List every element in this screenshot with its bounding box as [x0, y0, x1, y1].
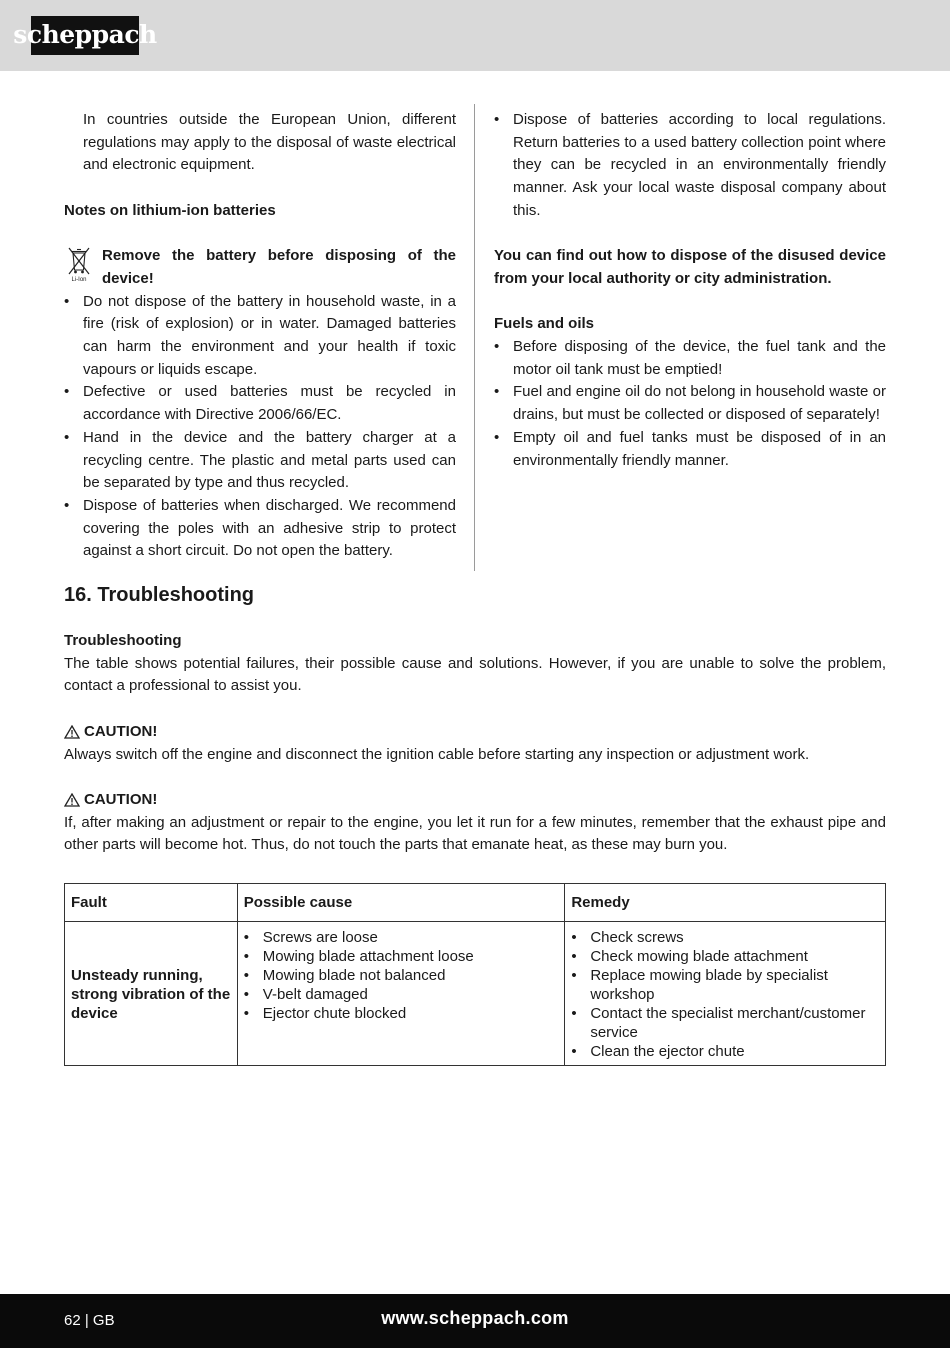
section-title: 16. Troubleshooting: [64, 584, 255, 606]
li-ion-label: Li-Ion: [71, 277, 87, 284]
list-item: • Dispose of batteries according to local regulations. Return batteries to a used battery collection point where they can be recycled in an environmentally friendly manner. Ask your local waste disposal company about this.: [494, 111, 886, 219]
header-band: [0, 0, 950, 71]
authority-note: You can find out how to dispose of the disused device from your local authority or city administration.: [494, 247, 886, 287]
battery-regulation-list: [494, 109, 886, 223]
left-column: [64, 109, 456, 563]
list-item: • Before disposing of the device, the fuel tank and the motor oil tank must be emptied!: [494, 338, 886, 378]
crossed-bin-icon: [64, 245, 94, 283]
header-cause: Possible cause: [237, 884, 565, 922]
troubleshooting-table: [64, 883, 886, 1066]
fuels-heading: Fuels and oils: [494, 315, 595, 333]
list-item: • Check mowing blade attachment: [571, 948, 808, 965]
battery-bullet-list: [64, 291, 456, 563]
list-item: • Empty oil and fuel tanks must be disposed of in an environmentally friendly manner.: [494, 428, 886, 469]
list-item: • Hand in the device and the battery charger at a recycling centre. The plastic and metal parts used can be separated by type and thus recycled.: [64, 428, 456, 492]
caution-text: If, after making an adjustment or repair to the engine, you let it run for a few minutes, remember that the exhaust pipe and other parts will become hot. Thus, do not touch the parts that emanate heat, as these may burn you.: [64, 813, 886, 854]
header-fault: Fault: [65, 884, 238, 922]
list-item: • Mowing blade not balanced: [243, 967, 446, 984]
cause-cell: [237, 922, 565, 1066]
caution-heading: [64, 721, 886, 744]
list-item: • Dispose of batteries when discharged. We recommend covering the poles with an adhesive strip to protect against a short circuit. Do not open the battery.: [64, 496, 456, 560]
list-item: • Contact the specialist merchant/customer service: [571, 1005, 866, 1041]
table-row: [65, 922, 886, 1066]
list-item: • Defective or used batteries must be recycled in accordance with Directive 2006/66/EC.: [64, 383, 456, 424]
remove-battery-warning: [64, 245, 456, 290]
warning-triangle-icon: [64, 725, 80, 739]
remove-battery-text: Remove the battery before disposing of the device!: [102, 247, 456, 287]
eu-disposal-note: In countries outside the European Union, different regulations may apply to the disposal of waste electrical and electronic equipment.: [83, 111, 456, 174]
troubleshooting-intro: The table shows potential failures, their possible cause and solutions. However, if you are unable to solve the problem, contact a professional to assist you.: [64, 654, 886, 695]
caution-text: Always switch off the engine and disconnect the ignition cable before starting any inspection or adjustment work.: [64, 745, 810, 763]
footer-band: [0, 1294, 950, 1348]
fault-cell: Unsteady running, strong vibration of the device: [65, 922, 238, 1066]
troubleshooting-subheading: Troubleshooting: [64, 632, 182, 649]
remedy-cell: [565, 922, 886, 1066]
list-item: • Screws are loose: [243, 929, 378, 946]
caution-label: CAUTION!: [84, 722, 158, 740]
list-item: • Ejector chute blocked: [243, 1005, 407, 1022]
caution-label: CAUTION!: [84, 790, 158, 808]
list-item: • V-belt damaged: [243, 986, 368, 1003]
website-link[interactable]: www.scheppach.com: [381, 1308, 569, 1328]
list-item: • Fuel and engine oil do not belong in household waste or drains, but must be collected or disposed of separately!: [494, 383, 886, 424]
caution-heading: [64, 789, 886, 812]
page-number: 62 | GB: [64, 1312, 115, 1329]
list-item: • Mowing blade attachment loose: [243, 948, 474, 965]
list-item: • Clean the ejector chute: [571, 1043, 745, 1060]
table-header-row: [65, 884, 886, 922]
right-column: [494, 109, 886, 472]
liion-heading: Notes on lithium-ion batteries: [64, 201, 276, 219]
warning-triangle-icon: [64, 793, 80, 807]
scheppach-logo: scheppach: [31, 16, 139, 55]
list-item: • Replace mowing blade by specialist workshop: [571, 967, 828, 1003]
column-divider: [474, 104, 475, 571]
header-remedy: Remedy: [565, 884, 886, 922]
troubleshooting-body: [64, 630, 886, 857]
list-item: • Check screws: [571, 929, 684, 946]
fuels-bullet-list: [494, 336, 886, 472]
list-item: • Do not dispose of the battery in household waste, in a fire (risk of explosion) or in water. Damaged batteries can harm the environment and your health if toxic vapours or liquids escape.: [64, 292, 456, 378]
